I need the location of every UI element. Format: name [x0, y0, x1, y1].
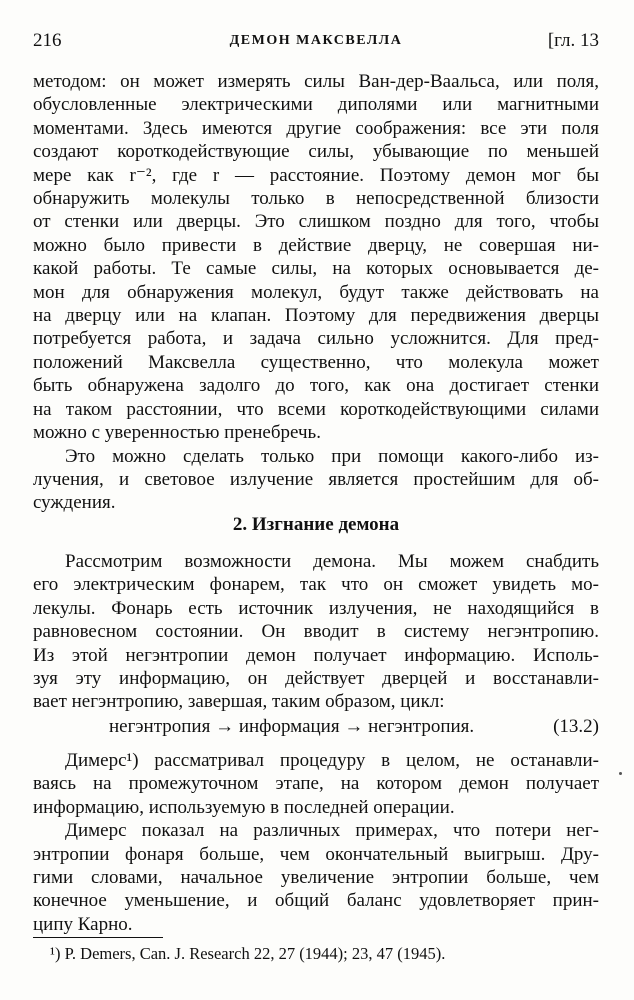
main-text — [33, 70, 599, 515]
text-line: на таком расстоянии, что всеми короткодействующими силами — [33, 398, 599, 420]
footnote-rule — [33, 937, 163, 938]
text-line: Из этой негэнтропии демон получает информацию. Исполь- — [33, 644, 599, 666]
text-line: суждения. — [33, 492, 116, 514]
footnote: ¹) P. Demers, Can. J. Research 22, 27 (1944); 23, 47 (1945). — [50, 944, 446, 963]
text-line: мере как r⁻², где r — расстояние. Поэтому демон мог бы — [33, 164, 599, 186]
running-title: ДЕМОН МАКСВЕЛЛА — [229, 33, 403, 48]
text-line: Димерс показал на различных примерах, что потери нег- — [65, 820, 599, 842]
text-line: какой работы. Те самые силы, на которых основывается де- — [33, 258, 599, 280]
text-line: от стенки или дверцы. Это слишком поздно для того, чтобы — [33, 211, 599, 233]
text-line: равновесном состоянии. Он вводит в систему негэнтропию. — [33, 621, 599, 643]
text-line: Это можно сделать только при помощи какого-либо из- — [65, 445, 599, 467]
text-line: обнаружить молекулы только в непосредственной близости — [33, 188, 599, 210]
text-line: Димерс¹) рассматривал процедуру в целом, не останавли- — [65, 750, 599, 771]
equation-number: (13.2) — [553, 716, 599, 737]
text-line: информацию, используемую в последней операции. — [33, 796, 455, 818]
text-line: гими словами, начальное увеличение энтропии больше, чем — [33, 867, 599, 889]
text-line: можно было привести в действие дверцу, не совершая ни- — [33, 234, 599, 256]
paragraph-3 — [33, 550, 599, 714]
text-line: мон для обнаружения молекул, будут также действовать на — [33, 281, 599, 303]
text-line: энтропии фонаря больше, чем окончательный выигрыш. Дру- — [33, 843, 599, 865]
text-line: потребуется работа, и задача сильно усложнится. Для пред- — [33, 328, 599, 350]
text-line: положений Максвелла существенно, что молекула может — [33, 351, 599, 373]
paragraph-1 — [33, 70, 599, 445]
text-line: вает негэнтропию, завершая, таким образом, цикл: — [33, 691, 445, 713]
text-line: лучения, и световое излучение является простейшим для об- — [33, 468, 599, 490]
section-text — [33, 550, 599, 714]
equation-text: негэнтропия → информация → негэнтропия. — [109, 716, 475, 737]
page-header — [33, 30, 599, 56]
section-title: 2. Изгнание демона — [232, 514, 400, 535]
text-line: на дверцу или на клапан. Поэтому для передвижения дверцы — [33, 305, 599, 327]
text-line: можно с уверенностью пренебречь. — [33, 422, 321, 444]
closing-text — [33, 749, 599, 936]
text-line: методом: он может измерять силы Ван-дер-Ваальса, или поля, — [33, 71, 599, 92]
paragraph-4 — [33, 749, 599, 819]
text-line: быть обнаружена задолго до того, как она достигает стенки — [33, 375, 599, 397]
paragraph-2 — [33, 445, 599, 515]
text-line: создают короткодействующие силы, убывающие по меньшей — [33, 141, 599, 163]
scan-speck — [619, 772, 622, 775]
paragraph-5 — [33, 819, 599, 936]
text-line: Рассмотрим возможности демона. Мы можем снабдить — [65, 551, 599, 572]
text-line: конечное уменьшение, и общий баланс удовлетворяет прин- — [33, 890, 599, 912]
equation — [33, 716, 599, 740]
text-line: его электрическим фонарем, так что он сможет увидеть мо- — [33, 574, 599, 596]
text-line: ципу Карно. — [33, 913, 133, 935]
text-line: зуя эту информацию, он действует дверцей и восстанавли- — [33, 668, 599, 690]
page-number: 216 — [33, 30, 62, 51]
text-line: обусловленные электрическими диполями или магнитными — [33, 94, 599, 116]
text-line: ваясь на промежуточном этапе, на котором демон получает — [33, 773, 599, 795]
text-line: моментами. Здесь имеются другие соображения: все эти поля — [33, 117, 599, 139]
chapter-label: [гл. 13 — [547, 30, 599, 51]
text-line: лекулы. Фонарь есть источник излучения, не находящийся в — [33, 597, 599, 619]
